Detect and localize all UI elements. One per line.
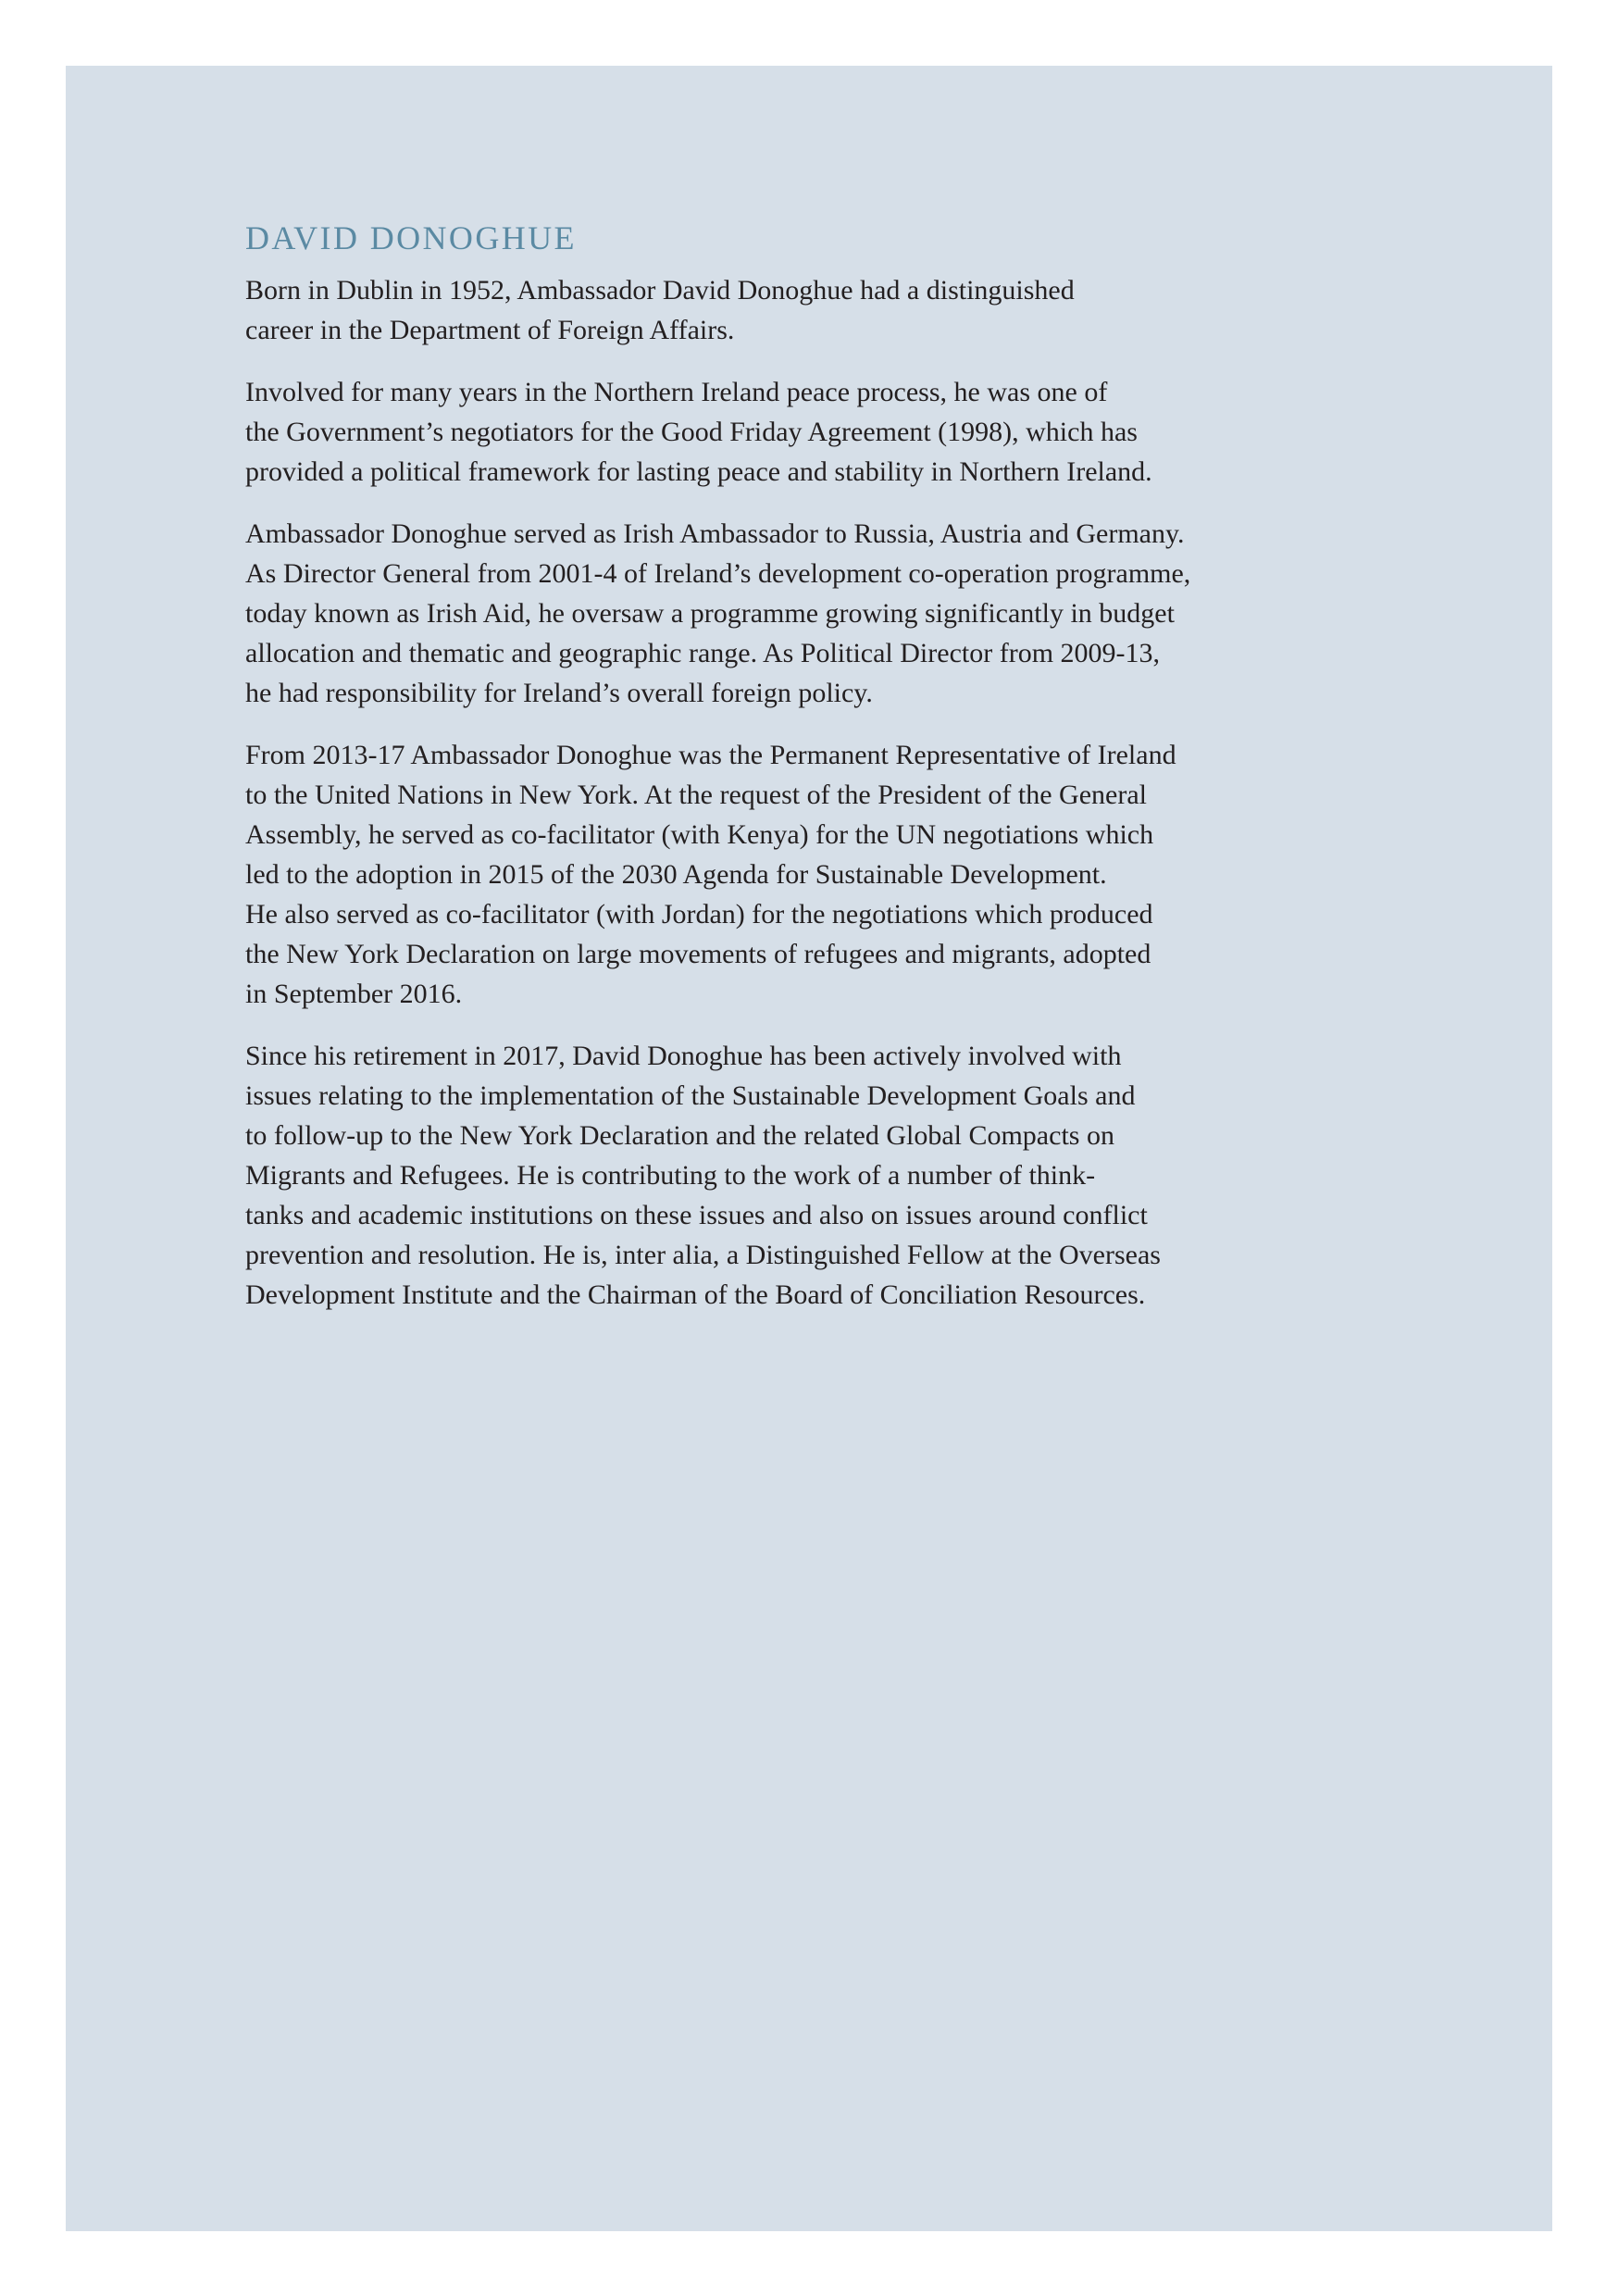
paragraph-line: Assembly, he served as co-facilitator (with Kenya) for the UN negotiations which: [245, 818, 1154, 850]
biography-body: [245, 270, 1393, 1315]
paragraph-line: Since his retirement in 2017, David Donoghue has been actively involved with: [245, 1040, 1122, 1071]
paragraph-line: Development Institute and the Chairman of the Board of Conciliation Resources.: [245, 1279, 1146, 1310]
paragraph-line: allocation and thematic and geographic range. As Political Director from 2009-13,: [245, 637, 1161, 668]
paragraph-line: led to the adoption in 2015 of the 2030 Agenda for Sustainable Development.: [245, 858, 1107, 890]
paragraph-ambassadorships: [245, 514, 1393, 713]
paragraph-peace-process: [245, 372, 1393, 492]
paragraph-line: Ambassador Donoghue served as Irish Ambassador to Russia, Austria and Germany.: [245, 518, 1185, 549]
paragraph-line: He also served as co-facilitator (with Jordan) for the negotiations which produced: [245, 898, 1153, 930]
page-title: DAVID DONOGHUE: [245, 219, 577, 256]
paragraph-line: As Director General from 2001-4 of Ireland’s development co-operation programme,: [245, 557, 1191, 589]
paragraph-line: provided a political framework for lasting peace and stability in Northern Ireland.: [245, 455, 1152, 487]
page-background-panel: [66, 66, 1552, 2231]
paragraph-line: to follow-up to the New York Declaration and the related Global Compacts on: [245, 1119, 1114, 1151]
content-column: [245, 220, 1393, 1315]
paragraph-line: career in the Department of Foreign Affairs.: [245, 314, 735, 345]
paragraph-line: the New York Declaration on large movements of refugees and migrants, adopted: [245, 938, 1151, 969]
paragraph-line: prevention and resolution. He is, inter alia, a Distinguished Fellow at the Overseas: [245, 1239, 1161, 1270]
paragraph-birth-career: [245, 270, 1393, 350]
paragraph-line: Born in Dublin in 1952, Ambassador David Donoghue had a distinguished: [245, 274, 1075, 306]
paragraph-line: to the United Nations in New York. At the request of the President of the General: [245, 779, 1147, 810]
paragraph-line: in September 2016.: [245, 978, 463, 1009]
paragraph-line: issues relating to the implementation of the Sustainable Development Goals and: [245, 1079, 1136, 1111]
paragraph-line: From 2013-17 Ambassador Donoghue was the Permanent Representative of Ireland: [245, 739, 1176, 770]
paragraph-retirement: [245, 1036, 1393, 1315]
paragraph-line: Involved for many years in the Northern Ireland peace process, he was one of: [245, 376, 1108, 407]
paragraph-line: the Government’s negotiators for the Good Friday Agreement (1998), which has: [245, 416, 1138, 447]
paragraph-line: tanks and academic institutions on these issues and also on issues around conflict: [245, 1199, 1148, 1230]
paragraph-united-nations: [245, 735, 1393, 1014]
paragraph-line: today known as Irish Aid, he oversaw a programme growing significantly in budget: [245, 597, 1175, 629]
paragraph-line: he had responsibility for Ireland’s overall foreign policy.: [245, 677, 873, 708]
paragraph-line: Migrants and Refugees. He is contributing to the work of a number of think-: [245, 1159, 1096, 1191]
